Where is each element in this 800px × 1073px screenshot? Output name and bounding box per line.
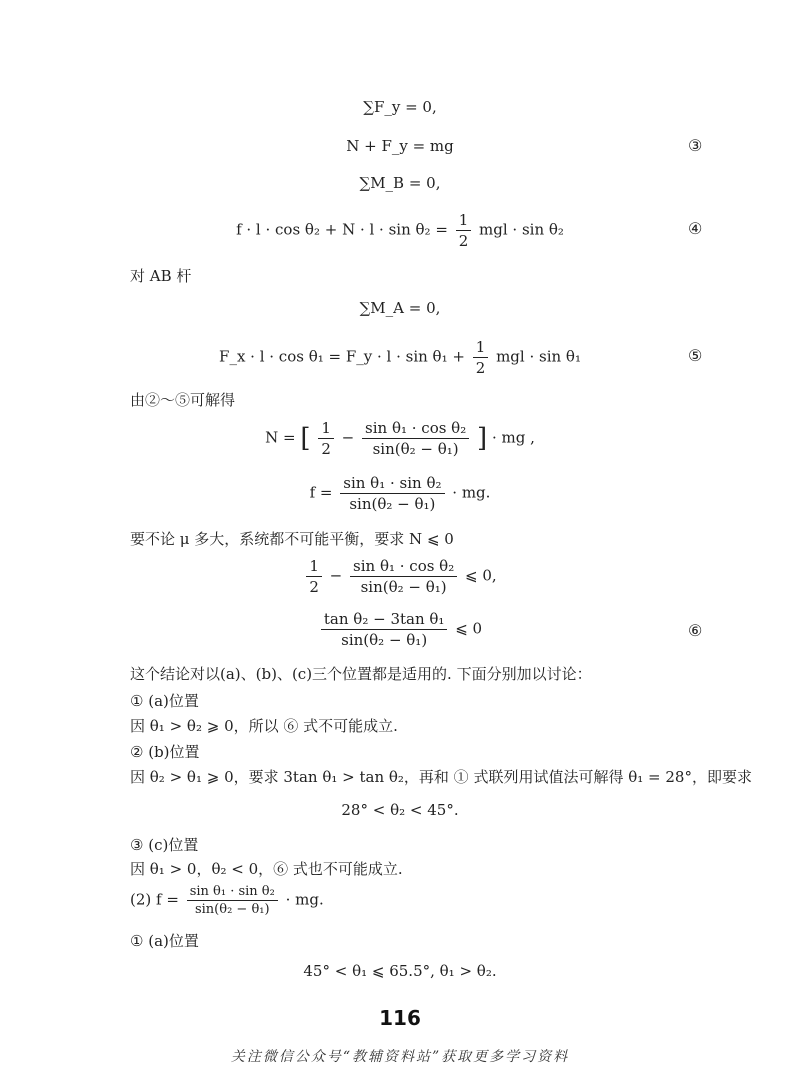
heading-position-b: ② (b)位置 (130, 743, 200, 761)
fraction-f: $\frac{\text{sin θ₁ · sin θ₂}}{\text{sin(θ₂ − θ₁)}}$ (340, 474, 444, 513)
fraction-tan: $\frac{\text{tan θ₂ − 3tan θ₁}}{\text{sin(θ₂ − θ₁)}}$ (321, 610, 448, 649)
text-position-c: 因 θ₁ > 0，θ₂ < 0，⑥ 式也不可能成立. (130, 860, 403, 878)
equation-number-4: ④ (688, 219, 703, 238)
equation-number-3: ③ (688, 136, 703, 155)
heading-position-a-2: ① (a)位置 (130, 932, 199, 950)
fraction-half: $\frac{1}{2}$ (306, 557, 322, 596)
page-number: 116 (379, 1006, 421, 1030)
text-requirement: 要不论 μ 多大，系统都不可能平衡，要求 N ⩽ 0 (130, 530, 454, 548)
equation-moment-a: F_x · l · cos θ₁ = F_y · l · sin θ₁ + $\frac{1}{2}$ mgl · sin θ₁ (219, 338, 581, 377)
equation-n-result: N = [ $\frac{1}{2}$ − $\frac{\text{sin θ₁ · cos θ₂}}{\text{sin(θ₂ − θ₁)}}$ ] · mg , (265, 419, 535, 458)
equation-sum-fy: ∑F_y = 0, (363, 98, 437, 116)
equation-range-b: 28° < θ₂ < 45°. (341, 801, 459, 819)
heading-position-a: ① (a)位置 (130, 692, 199, 710)
text-conclusion: 这个结论对以(a)、(b)、(c)三个位置都是适用的. 下面分别加以讨论： (130, 665, 592, 683)
equation-part-2: (2) f = $\frac{\text{sin θ₁ · sin θ₂}}{\text{sin(θ₂ − θ₁)}}$ · mg. (130, 884, 324, 917)
text-position-a: 因 θ₁ > θ₂ ⩾ 0，所以 ⑥ 式不可能成立. (130, 717, 398, 735)
fraction-part-2: $\frac{\text{sin θ₁ · sin θ₂}}{\text{sin(θ₂ − θ₁)}}$ (187, 884, 278, 917)
equation-n-fy: N + F_y = mg (346, 137, 454, 155)
equation-condition-1: $\frac{1}{2}$ − $\frac{\text{sin θ₁ · cos θ₂}}{\text{sin(θ₂ − θ₁)}}$ ⩽ 0, (0, 557, 800, 596)
fraction-n: $\frac{\text{sin θ₁ · cos θ₂}}{\text{sin(θ₂ − θ₁)}}$ (362, 419, 469, 458)
text-position-b: 因 θ₂ > θ₁ ⩾ 0，要求 3tan θ₁ > tan θ₂，再和 ① 式联列用试值法可解得 θ₁ = 28°，即要求 (130, 768, 752, 786)
equation-moment-b: f · l · cos θ₂ + N · l · sin θ₂ = $\frac{1}{2}$ mgl · sin θ₂ (236, 211, 564, 250)
equation-number-6: ⑥ (688, 621, 703, 640)
footer-note: 关注微信公众号“教辅资料站”获取更多学习资料 (230, 1049, 570, 1065)
fraction-half: $\frac{1}{2}$ (456, 211, 472, 250)
fraction-half: $\frac{1}{2}$ (318, 419, 334, 458)
fraction-condition: $\frac{\text{sin θ₁ · cos θ₂}}{\text{sin(θ₂ − θ₁)}}$ (350, 557, 457, 596)
equation-f-result: f = $\frac{\text{sin θ₁ · sin θ₂}}{\text{sin(θ₂ − θ₁)}}$ · mg. (309, 474, 491, 513)
fraction-half: $\frac{1}{2}$ (473, 338, 489, 377)
equation-sum-ma: ∑M_A = 0, (359, 299, 441, 317)
text-solve: 由②～⑤可解得 (130, 391, 236, 409)
equation-sum-mb: ∑M_B = 0, (359, 174, 441, 192)
equation-range-a: 45° < θ₁ ⩽ 65.5°, θ₁ > θ₂. (303, 962, 497, 980)
equation-condition-2: $\frac{\text{tan θ₂ − 3tan θ₁}}{\text{sin(θ₂ − θ₁)}}$ ⩽ 0 (0, 610, 800, 649)
equation-number-5: ⑤ (688, 346, 703, 365)
heading-position-c: ③ (c)位置 (130, 836, 199, 854)
text-ab-rod: 对 AB 杆 (130, 267, 192, 285)
